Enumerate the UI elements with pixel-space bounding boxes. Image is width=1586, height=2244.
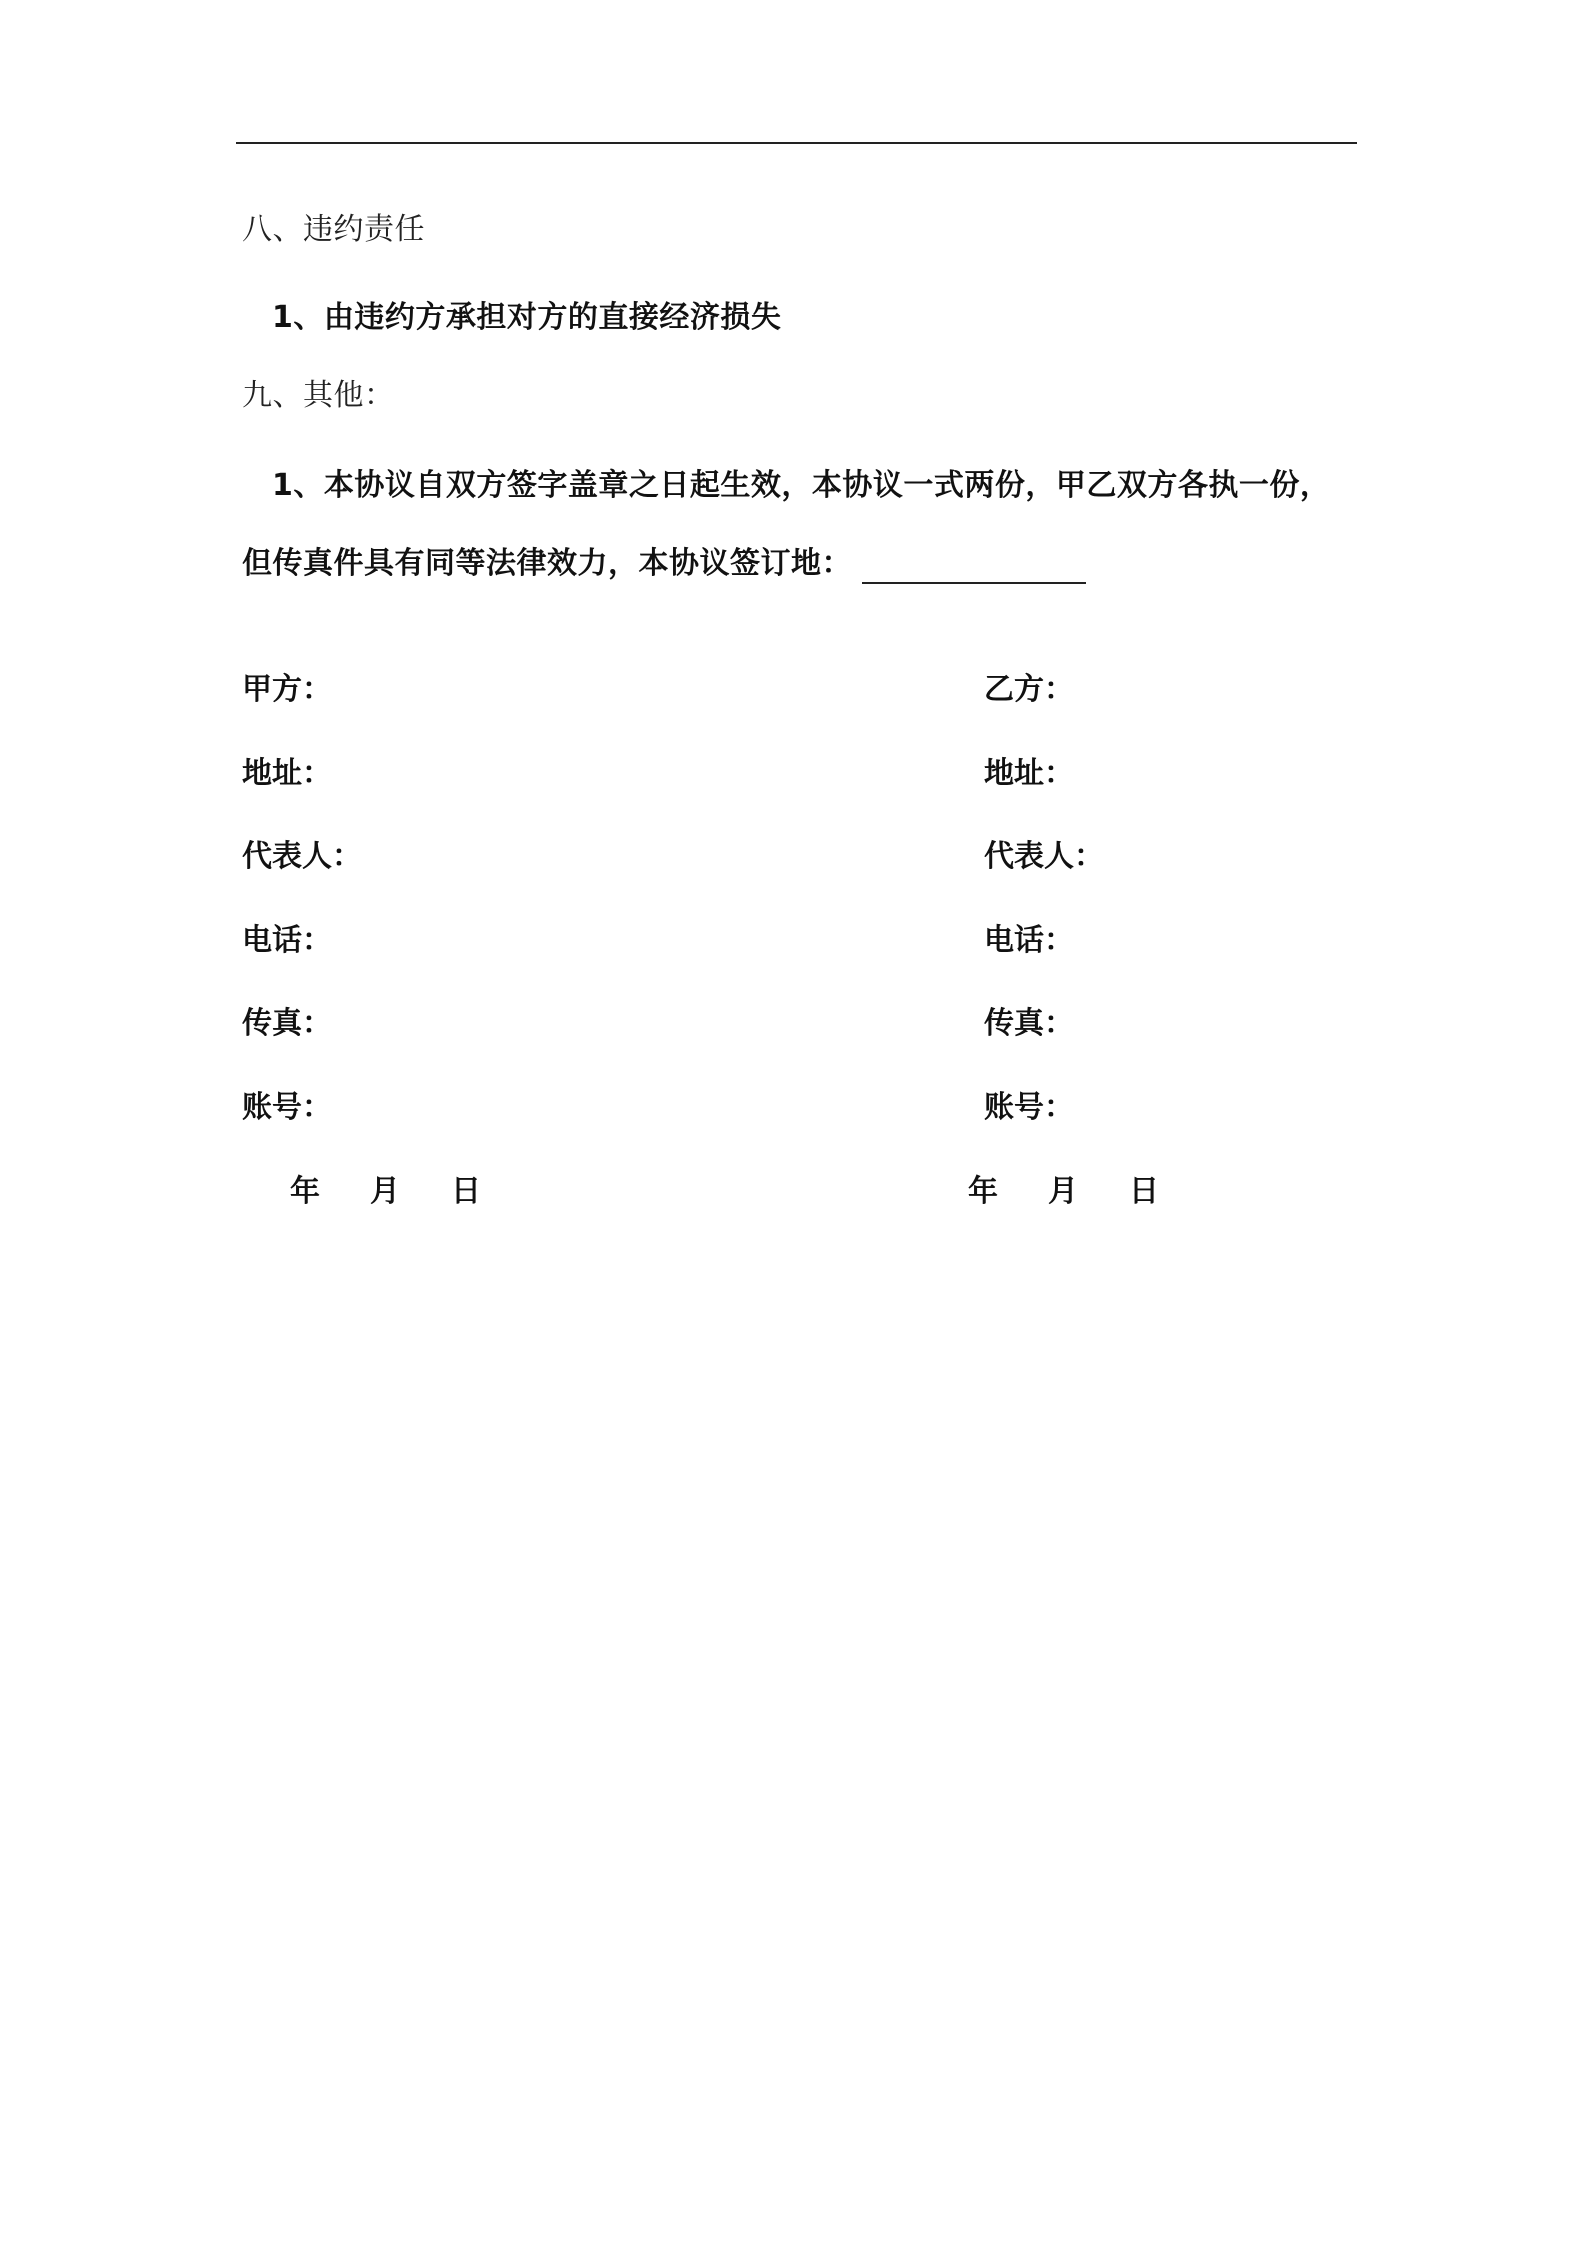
party-b-representative-label: 代表人： xyxy=(984,839,1104,874)
party-a-address-label: 地址： xyxy=(242,756,332,791)
party-a-fax-label: 传真： xyxy=(242,1006,332,1041)
party-a-date-day: 日 xyxy=(451,1174,481,1209)
party-a-date-month: 月 xyxy=(370,1174,400,1209)
signing-place-label: 但传真件具有同等法律效力，本协议签订地： xyxy=(242,546,852,581)
section-9-item-1-line-1: 1、本协议自双方签字盖章之日起生效，本协议一式两份，甲乙双方各执一份， xyxy=(272,468,1331,503)
party-b-date-year: 年 xyxy=(968,1174,998,1209)
party-b-date xyxy=(968,1172,1168,1212)
party-b-address-label: 地址： xyxy=(984,756,1074,791)
party-b-date-day: 日 xyxy=(1129,1174,1159,1209)
party-a-name-label: 甲方： xyxy=(242,672,332,707)
section-9-heading: 九、其他： xyxy=(242,378,395,413)
section-8-heading: 八、违约责任 xyxy=(242,212,425,247)
signing-place-blank[interactable] xyxy=(862,554,1086,584)
header-rule xyxy=(236,142,1357,144)
party-a-representative-label: 代表人： xyxy=(242,839,362,874)
party-a-account-label: 账号： xyxy=(242,1090,332,1125)
section-9-item-1-line-2 xyxy=(242,544,1086,584)
party-a-date xyxy=(290,1172,490,1212)
party-b-fax-label: 传真： xyxy=(984,1006,1074,1041)
party-b-name-label: 乙方： xyxy=(984,672,1074,707)
party-a-date-year: 年 xyxy=(290,1174,320,1209)
party-b-date-month: 月 xyxy=(1048,1174,1078,1209)
section-8-item-1: 1、由违约方承担对方的直接经济损失 xyxy=(272,300,782,335)
party-b-account-label: 账号： xyxy=(984,1090,1074,1125)
party-b-phone-label: 电话： xyxy=(984,923,1074,958)
party-a-phone-label: 电话： xyxy=(242,923,332,958)
